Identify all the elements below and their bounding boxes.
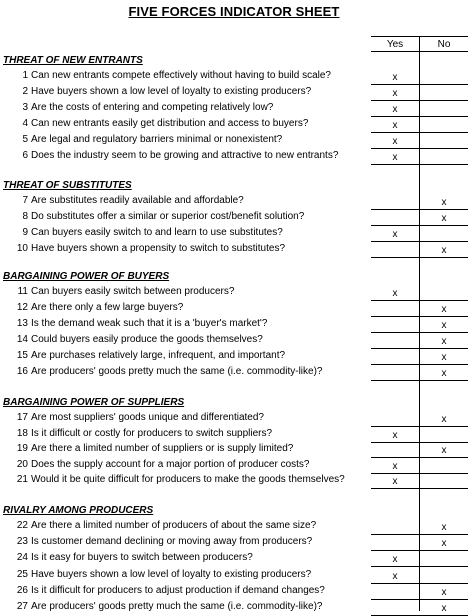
question-row (0, 569, 468, 584)
question-row (0, 552, 468, 567)
answer-rule (371, 257, 468, 258)
question-text: Have buyers shown a low level of loyalty to existing producers? (31, 86, 312, 97)
yes-mark: x (392, 152, 398, 163)
question-number: 4 (22, 118, 28, 129)
question-text: Are legal and regulatory barriers minimal or nonexistent? (31, 134, 283, 145)
question-number: 25 (16, 568, 28, 580)
section-title: RIVALRY AMONG PRODUCERS (3, 505, 154, 516)
answer-rule (371, 316, 468, 317)
question-row (0, 366, 468, 381)
yes-mark: x (392, 476, 398, 488)
answer-rule (371, 116, 468, 117)
no-mark: x (441, 352, 447, 363)
question-row (0, 520, 468, 535)
no-mark: x (441, 245, 447, 256)
answer-rule (371, 332, 468, 333)
answer-rule (371, 148, 468, 149)
answer-rule (371, 566, 468, 567)
answer-rule (371, 364, 468, 365)
yes-mark: x (392, 288, 398, 299)
question-number: 18 (16, 427, 28, 439)
section-title: THREAT OF NEW ENTRANTS (3, 55, 143, 66)
question-text: Are producers' goods pretty much the same (i.e. commodity-like)? (31, 601, 323, 612)
section-title: BARGAINING POWER OF SUPPLIERS (3, 397, 185, 408)
yes-mark: x (392, 460, 398, 472)
question-text: Are producers' goods pretty much the same (i.e. commodity-like)? (31, 366, 323, 377)
answer-rule (371, 534, 468, 535)
question-number: 1 (22, 70, 28, 81)
answer-rule (371, 550, 468, 551)
question-row (0, 118, 468, 133)
question-text: Do substitutes offer a similar or superior cost/benefit solution? (31, 211, 305, 222)
answer-rule (371, 84, 468, 85)
no-mark: x (441, 197, 447, 208)
answer-rule (371, 380, 468, 381)
no-mark: x (441, 445, 447, 457)
question-number: 23 (16, 536, 28, 548)
question-number: 12 (16, 302, 28, 313)
question-text: Are there a limited number of producers of about the same size? (31, 520, 317, 531)
question-text: Could buyers easily produce the goods themselves? (31, 334, 263, 345)
question-row (0, 318, 468, 333)
question-text: Are there only a few large buyers? (31, 302, 184, 313)
question-text: Are the costs of entering and competing relatively low? (31, 102, 274, 113)
question-row (0, 585, 468, 600)
question-row (0, 211, 468, 226)
question-row (0, 227, 468, 242)
answer-rule (371, 348, 468, 349)
section-title: THREAT OF SUBSTITUTES (3, 180, 132, 191)
yes-mark: x (392, 88, 398, 99)
question-text: Does the industry seem to be growing and attractive to new entrants? (31, 150, 339, 161)
yes-mark: x (392, 570, 398, 582)
answer-rule (371, 132, 468, 133)
question-number: 2 (22, 86, 28, 97)
yes-mark: x (392, 120, 398, 131)
question-row (0, 601, 468, 616)
question-number: 17 (16, 412, 28, 423)
question-number: 24 (16, 552, 28, 564)
question-number: 22 (16, 520, 28, 531)
question-row (0, 428, 468, 443)
question-text: Is customer demand declining or moving away from producers? (31, 536, 313, 548)
yes-mark: x (392, 554, 398, 566)
answer-rule (371, 164, 468, 165)
question-text: Would it be quite difficult for producers to make the goods themselves? (31, 474, 345, 486)
question-text: Can new entrants compete effectively without having to build scale? (31, 70, 331, 81)
question-text: Does the supply account for a major portion of producer costs? (31, 458, 310, 470)
answer-rule (371, 599, 468, 600)
yes-mark: x (392, 429, 398, 441)
no-mark: x (441, 304, 447, 315)
section-title: BARGAINING POWER OF BUYERS (3, 271, 170, 282)
question-text: Are substitutes readily available and affordable? (31, 195, 244, 206)
no-mark: x (441, 586, 447, 598)
answer-rule (371, 100, 468, 101)
answer-rule (371, 241, 468, 242)
question-number: 15 (16, 350, 28, 361)
answer-rule (371, 209, 468, 210)
question-number: 26 (16, 584, 28, 596)
question-row (0, 443, 468, 458)
question-row (0, 286, 468, 301)
yes-mark: x (392, 136, 398, 147)
question-text: Is it difficult for producers to adjust production if demand changes? (31, 584, 325, 596)
no-mark: x (441, 522, 447, 533)
question-number: 10 (16, 243, 28, 254)
question-text: Is it difficult or costly for producers to switch suppliers? (31, 427, 273, 439)
question-text: Are most suppliers' goods unique and differentiated? (31, 412, 264, 423)
no-column-header: No (437, 39, 451, 50)
question-row (0, 302, 468, 317)
question-row (0, 195, 468, 210)
question-row (0, 412, 468, 427)
question-number: 27 (16, 601, 28, 612)
no-mark: x (441, 368, 447, 379)
question-text: Can buyers easily switch to and learn to use substitutes? (31, 227, 283, 238)
yes-column-header: Yes (386, 39, 404, 50)
question-row (0, 102, 468, 117)
question-number: 19 (16, 443, 28, 455)
question-text: Is it easy for buyers to switch between producers? (31, 552, 253, 564)
question-number: 7 (22, 195, 28, 206)
question-row (0, 243, 468, 258)
question-text: Have buyers shown a low level of loyalty to existing producers? (31, 568, 312, 580)
question-text: Can new entrants easily get distribution and access to buyers? (31, 118, 309, 129)
question-text: Have buyers shown a propensity to switch to substitutes? (31, 243, 286, 254)
no-mark: x (441, 213, 447, 224)
question-number: 11 (17, 286, 28, 297)
question-row (0, 70, 468, 85)
answer-rule (371, 488, 468, 489)
question-text: Is the demand weak such that it is a 'buyer's market'? (31, 318, 268, 329)
question-row (0, 350, 468, 365)
question-number: 13 (16, 318, 28, 329)
yes-mark: x (392, 104, 398, 115)
question-row (0, 86, 468, 101)
question-row (0, 536, 468, 551)
question-number: 21 (16, 474, 28, 486)
question-number: 3 (22, 102, 28, 113)
no-mark: x (441, 320, 447, 331)
yes-mark: x (392, 229, 398, 240)
question-number: 14 (16, 334, 28, 345)
question-text: Can buyers easily switch between producers? (31, 286, 235, 297)
no-mark: x (441, 414, 447, 425)
question-number: 8 (22, 211, 28, 222)
question-number: 9 (22, 227, 28, 238)
yes-mark: x (392, 72, 398, 83)
question-row (0, 150, 468, 165)
question-row (0, 459, 468, 474)
question-number: 20 (16, 458, 28, 470)
answer-rule (371, 300, 468, 301)
sheet-title: FIVE FORCES INDICATOR SHEET (128, 4, 340, 19)
question-row (0, 334, 468, 349)
no-mark: x (441, 603, 447, 614)
answer-rule (371, 583, 468, 584)
question-number: 5 (22, 134, 28, 145)
no-mark: x (441, 336, 447, 347)
question-number: 6 (22, 150, 28, 161)
question-row (0, 134, 468, 149)
no-mark: x (441, 538, 447, 550)
question-text: Are purchases relatively large, infrequent, and important? (31, 350, 286, 361)
answer-rule (371, 225, 468, 226)
question-number: 16 (16, 366, 28, 377)
question-text: Are there a limited number of suppliers or is supply limited? (31, 443, 294, 455)
question-row (0, 474, 468, 489)
